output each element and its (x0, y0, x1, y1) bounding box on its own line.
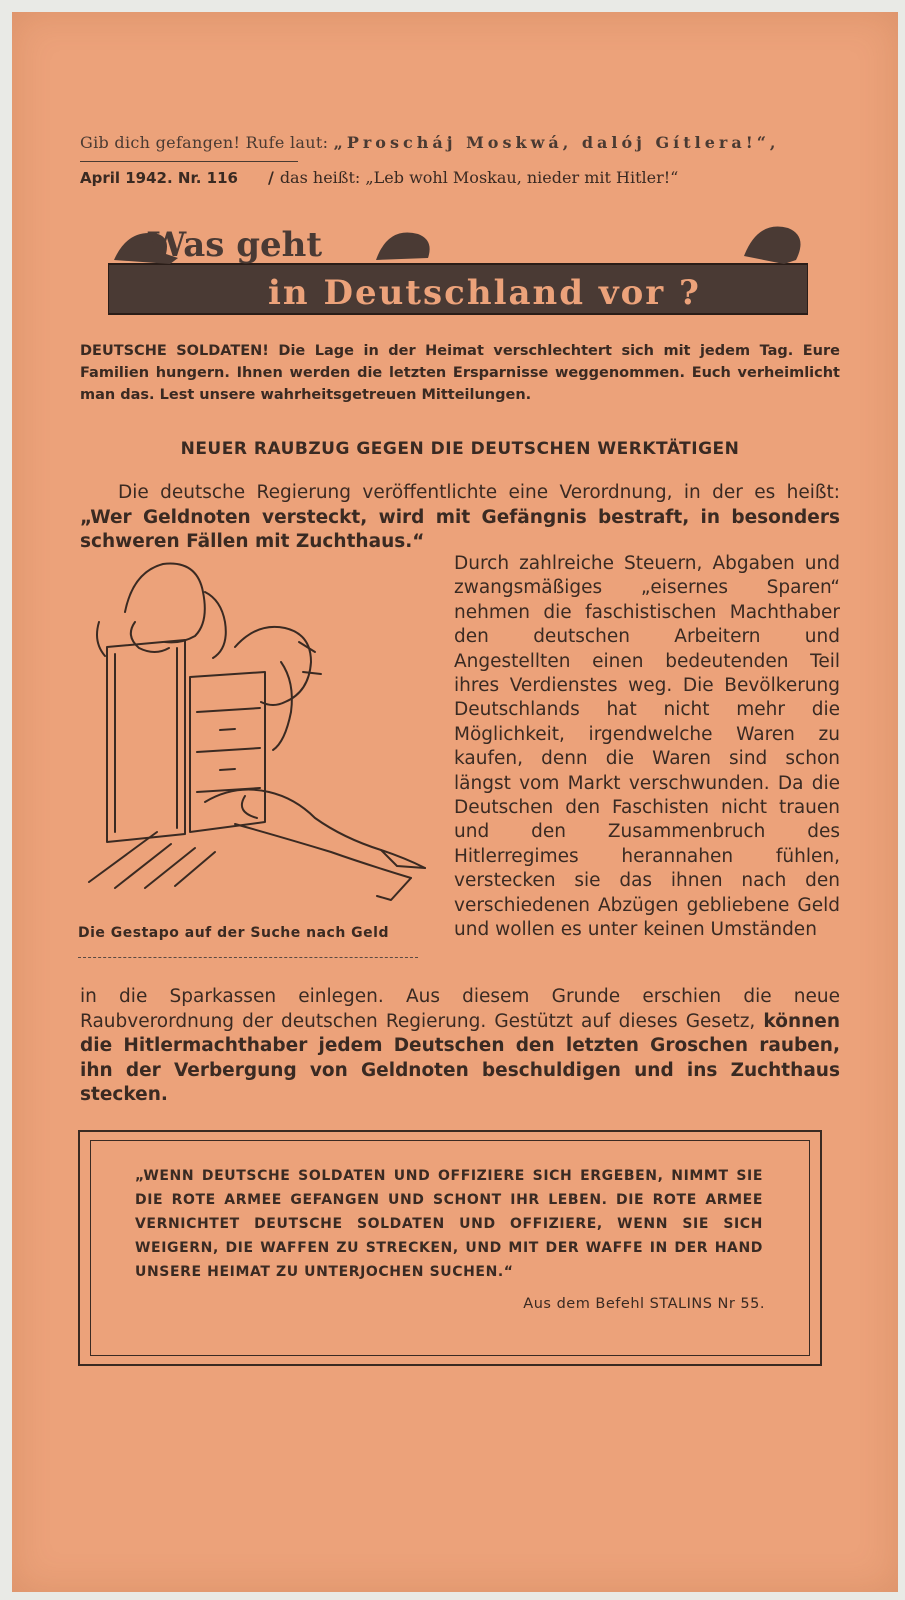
header-russian-phrase: „Proscháj Moskwá, dalój Gítlera!“, (333, 133, 780, 152)
header-line-1 (80, 133, 840, 152)
article-paragraph-2: Durch zahlreiche Steuern, Abgaben und zwangsmäßiges „eisernes Sparen“ nehmen die faschistischen Machthaber den deutschen Arbeitern und Angestellten einen bedeutenden Teil ihres Verdienstes weg. Die Bevölkerung Deutschlands hat nicht mehr die Möglichkeit, irgendwelche Waren zu kaufen, denn die Waren sind schon längst vom Markt verschwunden. Da die Deutschen den Faschisten nicht trauen und den Zusammenbruch des Hitlerregimes herannahen fühlen, verstecken sie das ihnen nach den verschiedenen Abzügen gebliebene Geld und wollen es unter keinen Umständen (454, 553, 840, 941)
header-separator: / (267, 168, 274, 187)
header-translation: das heißt: „Leb wohl Moskau, nieder mit Hitler!“ (279, 168, 679, 187)
article-headline: NEUER RAUBZUG GEGEN DIE DEUTSCHEN WERKTÄTIGEN (180, 439, 740, 459)
paragraph-1-quote: „Wer Geldnoten versteckt, wird mit Gefängnis bestraft, in besonders schweren Fällen mit Zuchthaus.“ (80, 506, 840, 553)
stalin-quote: „WENN DEUTSCHE SOLDATEN UND OFFIZIERE SICH ERGEBEN, NIMMT SIE DIE ROTE ARMEE GEFANGEN UND SCHONT IHR LEBEN. DIE ROTE ARMEE VERNICHTET DEUTSCHE SOLDATEN UND OFFIZIERE, WENN SIE SICH WEIGERN, DIE WAFFEN ZU STRECKEN, UND MIT DER WAFFE IN DER HAND UNSERE HEIMAT ZU UNTERJOCHEN SUCHEN.“ (135, 1168, 763, 1280)
date-number: April 1942. Nr. 116 (80, 169, 238, 187)
banner-question-hook (744, 227, 801, 264)
paragraph-1-text: Die deutsche Regierung veröffentlichte eine Verordnung, in der es heißt: (118, 482, 840, 503)
banner-line-2: in Deutschland vor ? (268, 273, 701, 313)
header-line-2 (80, 168, 840, 187)
illustration-caption: Die Gestapo auf der Suche nach Geld (78, 925, 389, 941)
stalin-quote-box (78, 1130, 822, 1366)
paragraph-3-emphasis: können die Hitlermachthaber jedem Deutschen den letzten Groschen rauben, ihn der Verbergung von Geldnoten beschuldigen und ins Zuchthaus stecken. (80, 1010, 840, 1106)
intro-paragraph: DEUTSCHE SOLDATEN! Die Lage in der Heimat verschlechtert sich mit jedem Tag. Eure Familien hungern. Ihnen werden die letzten Ersparnisse weggenommen. Euch verheimlicht man das. Lest unsere wahrheitsgetreuen Mitteilungen. (80, 343, 840, 403)
gestapo-illustration (85, 552, 440, 922)
caption-rule (78, 957, 418, 958)
masthead-banner (108, 220, 808, 320)
banner-d-hook (376, 232, 430, 260)
banner-line-1: Was geht (148, 225, 323, 265)
paragraph-3-text: in die Sparkassen einlegen. Aus diesem Grunde erschien die neue Raubverordnung der deutschen Regierung. Gestützt auf dieses Gesetz, (80, 986, 840, 1032)
header-rule (80, 161, 298, 162)
article-paragraph-3 (80, 985, 840, 1108)
article-paragraph-1 (80, 481, 840, 555)
quote-source: Aus dem Befehl STALINS Nr 55. (523, 1296, 765, 1312)
header-prefix: Gib dich gefangen! Rufe laut: (80, 133, 334, 152)
